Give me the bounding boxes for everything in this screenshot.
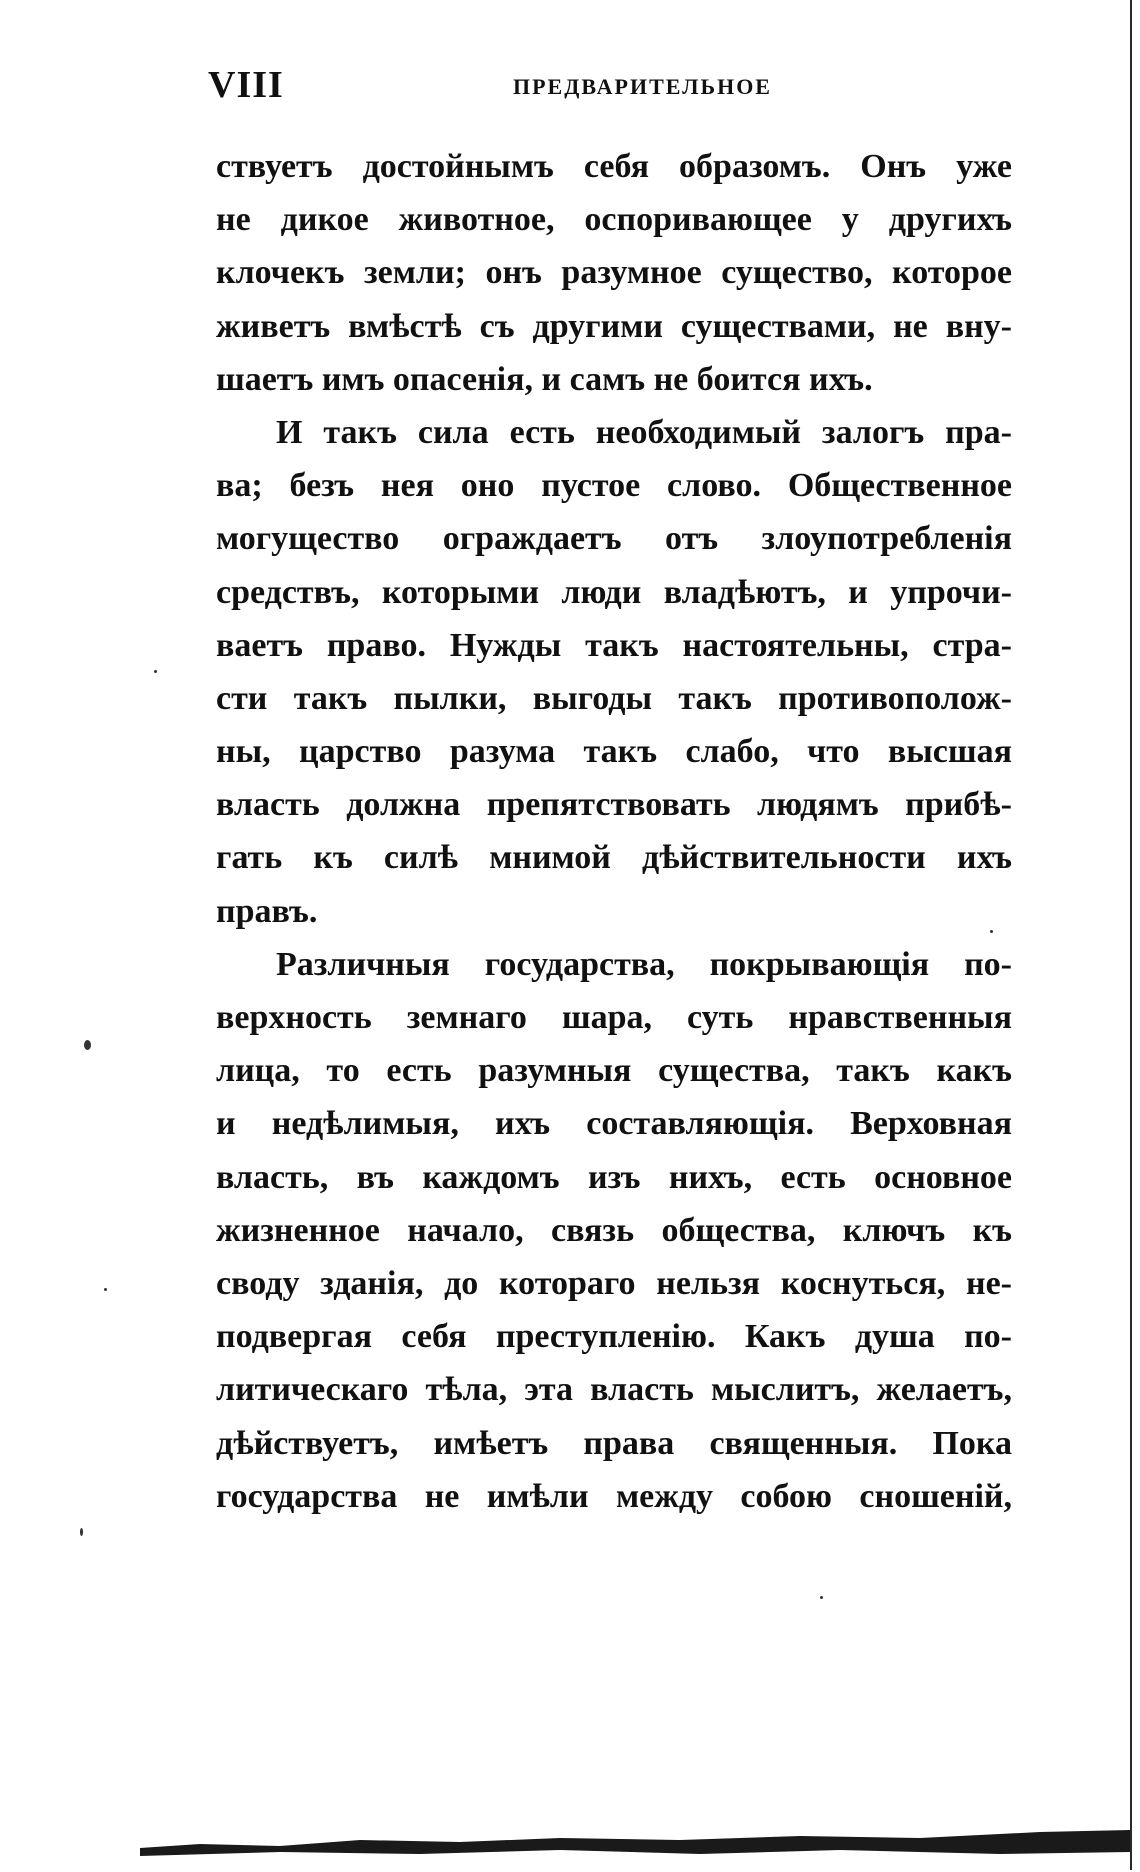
text-line: государства не имѣли между собою сношеній, bbox=[216, 1477, 1012, 1515]
text-line: живетъ вмѣстѣ съ другими существами, не вну- bbox=[216, 307, 1012, 345]
text-line: клочекъ земли; онъ разумное существо, которое bbox=[216, 254, 1012, 292]
scan-speck bbox=[820, 1596, 823, 1599]
text-line: правъ. bbox=[216, 892, 318, 930]
paragraph-start-line: Различныя государства, покрывающія по- bbox=[276, 945, 1012, 983]
text-line: верхность земнаго шара, суть нравственныя bbox=[216, 999, 1012, 1036]
text-line: и недѣлимыя, ихъ составляющія. Верховная bbox=[216, 1105, 1012, 1143]
paragraph-start-line: И такъ сила есть необходимый залогъ пра- bbox=[276, 413, 1012, 451]
page-number: VIII bbox=[208, 64, 284, 106]
text-line: литическаго тѣла, эта власть мыслитъ, желаетъ, bbox=[216, 1371, 1012, 1409]
scan-speck bbox=[990, 930, 993, 933]
text-line: гать къ силѣ мнимой дѣйствительности ихъ bbox=[216, 839, 1012, 877]
text-line: власть должна препятствовать людямъ прибѣ- bbox=[216, 786, 1012, 824]
scan-speck bbox=[84, 1040, 91, 1050]
text-line: не дикое животное, оспоривающее у другихъ bbox=[216, 201, 1012, 239]
text-line: дѣйствуетъ, имѣетъ права священныя. Пока bbox=[216, 1424, 1012, 1462]
page-edge-shadow bbox=[1130, 0, 1132, 1870]
text-line: сти такъ пылки, выгоды такъ противополож- bbox=[216, 679, 1012, 717]
text-line: жизненное начало, связь общества, ключъ къ bbox=[216, 1211, 1012, 1249]
scan-smudge bbox=[140, 1826, 1130, 1858]
scan-speck bbox=[80, 1528, 83, 1536]
body-text bbox=[216, 140, 1012, 1523]
text-line: подвергая себя преступленію. Какъ душа по- bbox=[216, 1318, 1012, 1356]
text-line: власть, въ каждомъ изъ нихъ, есть основное bbox=[216, 1158, 1012, 1196]
text-line: лица, то есть разумныя существа, такъ какъ bbox=[216, 1052, 1012, 1090]
text-line: своду зданія, до котораго нельзя коснуться, не- bbox=[216, 1264, 1012, 1302]
scan-speck bbox=[154, 670, 157, 673]
text-line: шаетъ имъ опасенія, и самъ не боится ихъ. bbox=[216, 360, 873, 398]
text-line: ны, царство разума такъ слабо, что высшая bbox=[216, 733, 1012, 771]
text-line: ваетъ право. Нужды такъ настоятельны, стра- bbox=[216, 626, 1012, 664]
text-line: могущество ограждаетъ отъ злоупотребленія bbox=[216, 520, 1012, 558]
text-line: средствъ, которыми люди владѣютъ, и упрочи- bbox=[216, 573, 1012, 611]
text-line: ва; безъ нея оно пустое слово. Общественное bbox=[216, 467, 1012, 505]
scan-speck bbox=[104, 1288, 107, 1291]
text-line: ствуетъ достойнымъ себя образомъ. Онъ уже bbox=[216, 148, 1012, 185]
running-head: ПРЕДВАРИТЕЛЬНОЕ bbox=[513, 74, 772, 99]
page-header bbox=[208, 62, 1020, 112]
